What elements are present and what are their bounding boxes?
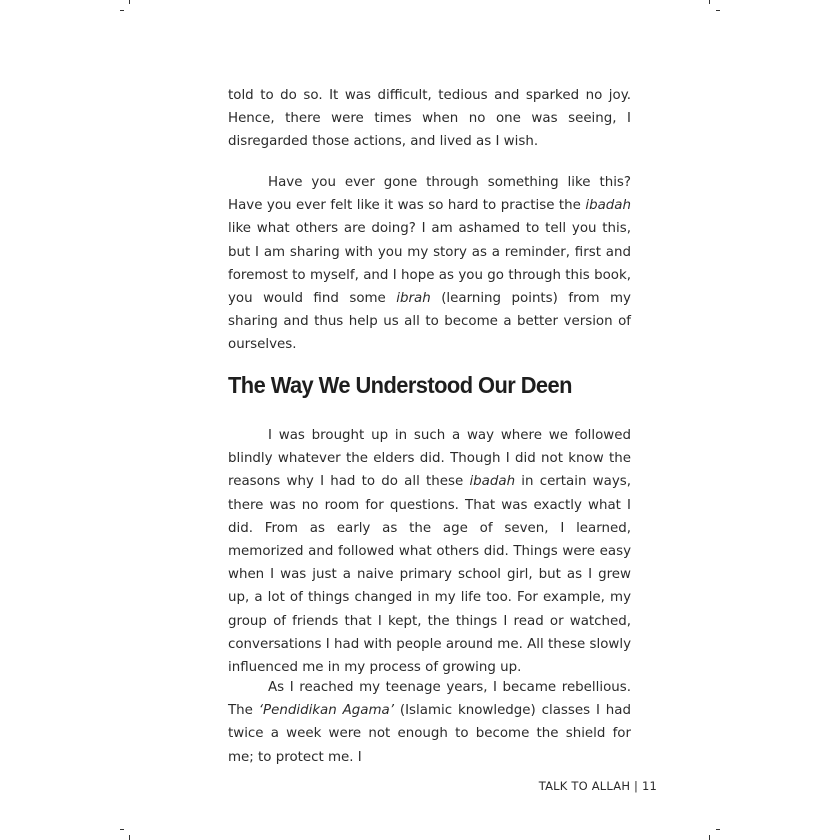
p2-text-c: (learning points) from my sharing and thus help us all to become a better version of ourselves. [228,291,631,353]
paragraph-ibadah-question [228,171,631,357]
crop-mark-br-h [716,829,720,830]
crop-mark-tl-v [129,0,130,4]
p4-text-b: (Islamic knowledge) classes I had twice a week were not enough to become the shield for me; to protect me. I [228,703,632,765]
p3-italic-ibadah: ibadah [469,474,516,490]
page-footer: TALK TO ALLAH | 11 [538,779,657,793]
crop-mark-bl-h [120,829,124,830]
crop-mark-tr-v [709,0,710,4]
p4-text-a: As I reached my teenage years, I became rebellious. The [228,680,631,719]
crop-mark-tl-h [120,10,124,11]
paragraph-teenage-years [228,676,631,769]
p2-italic-ibadah: ibadah [585,198,631,214]
p4-italic-pendidikan-agama: ‘Pendidikan Agama’ [258,703,394,719]
paragraph-upbringing [228,424,631,679]
p2-italic-ibrah: ibrah [396,291,431,307]
crop-mark-tr-h [716,10,720,11]
crop-mark-bl-v [129,835,130,840]
p1-text: told to do so. It was difficult, tedious and sparked no joy. Hence, there were times when no one was seeing, I disregarded those actions, and lived as I wish. [228,88,631,150]
p3-text-a: I was brought up in such a way where we followed blindly whatever the elders did. Though I did not know the reasons why I had to do all these [228,428,631,490]
p3-text-b: in certain ways, there was no room for questions. That was exactly what I did. From as early as the age of seven, I learned, memorized and followed what others did. Things were easy when I was just a naive primary school girl, but as I grew up, a lot of things changed in my life too. For example, my group of friends that I kept, the things I read or watched, conversations I had with people around me. All these slowly influenced me in my process of growing up. [228,474,631,676]
crop-mark-br-v [709,835,710,840]
p2-text-a: Have you ever gone through something like this? Have you ever felt like it was so hard to practise the [228,175,631,214]
p2-text-b: like what others are doing? I am ashamed to tell you this, but I am sharing with you my story as a reminder, first and foremost to myself, and I hope as you go through this book, you would find some [228,221,631,307]
paragraph-continuation [228,84,631,154]
section-heading: The Way We Understood Our Deen [228,372,572,398]
